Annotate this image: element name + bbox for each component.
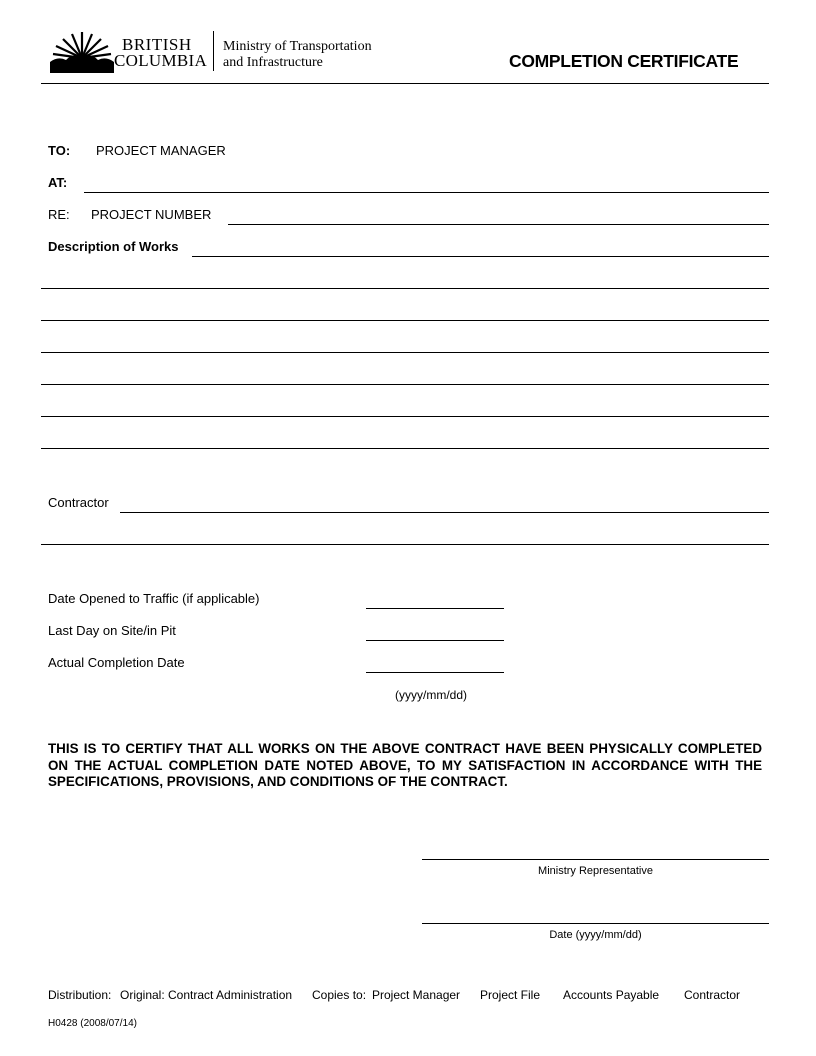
project-number-field[interactable] [228, 224, 769, 225]
last-day-field[interactable] [366, 640, 504, 641]
description-line-2[interactable] [41, 288, 769, 289]
representative-label: Ministry Representative [538, 865, 653, 877]
date-format-hint: (yyyy/mm/dd) [395, 688, 467, 702]
description-line-4[interactable] [41, 352, 769, 353]
description-label: Description of Works [48, 239, 179, 254]
distribution-original: Original: Contract Administration [120, 988, 293, 1002]
copy-project-file: Project File [480, 988, 541, 1002]
re-label: RE: [48, 207, 70, 222]
at-label: AT: [48, 175, 68, 190]
page-title: COMPLETION CERTIFICATE [509, 51, 739, 71]
re-value: PROJECT NUMBER [91, 207, 212, 222]
completion-date-field[interactable] [366, 672, 504, 673]
representative-signature-field[interactable] [422, 859, 769, 860]
to-value: PROJECT MANAGER [96, 143, 226, 158]
description-line-7[interactable] [41, 448, 769, 449]
logo-divider [213, 31, 214, 71]
sun-mountain-icon [50, 30, 114, 74]
at-field[interactable] [84, 192, 769, 193]
contractor-label: Contractor [48, 495, 109, 510]
contractor-line-2[interactable] [41, 544, 769, 545]
copy-project-manager: Project Manager [372, 988, 461, 1002]
signature-date-field[interactable] [422, 923, 769, 924]
certification-statement: THIS IS TO CERTIFY THAT ALL WORKS ON THE ABOVE CONTRACT HAVE BEEN PHYSICALLY COMPLETED ON THE ACTUAL COMPLETION DATE NOTED ABOVE, TO MY SATISFACTION IN ACCORDANCE WITH THE SPECIFICATIONS, PROVISIONS, AND CONDITIONS OF THE CONTRACT. [48, 741, 762, 789]
ministry-line2: and Infrastructure [223, 55, 323, 70]
distribution-label: Distribution: [48, 988, 112, 1002]
contractor-field[interactable] [120, 512, 769, 513]
form-code: H0428 (2008/07/14) [48, 1018, 137, 1029]
description-field[interactable] [192, 256, 769, 257]
description-line-5[interactable] [41, 384, 769, 385]
copy-contractor: Contractor [684, 988, 741, 1002]
copies-to-label: Copies to: [312, 988, 367, 1002]
logo-wordmark-line2: COLUMBIA [114, 51, 208, 70]
ministry-line1: Ministry of Transportation [223, 39, 372, 54]
description-line-3[interactable] [41, 320, 769, 321]
description-line-6[interactable] [41, 416, 769, 417]
signature-date-label: Date (yyyy/mm/dd) [549, 929, 642, 941]
date-opened-field[interactable] [366, 608, 504, 609]
bc-logo [50, 30, 210, 74]
to-label: TO: [48, 143, 71, 158]
logo-wordmark-line1: BRITISH [122, 35, 192, 54]
date-opened-label: Date Opened to Traffic (if applicable) [48, 591, 260, 606]
copy-accounts-payable: Accounts Payable [563, 988, 660, 1002]
last-day-label: Last Day on Site/in Pit [48, 623, 176, 638]
header-rule [41, 83, 769, 84]
completion-date-label: Actual Completion Date [48, 655, 185, 670]
